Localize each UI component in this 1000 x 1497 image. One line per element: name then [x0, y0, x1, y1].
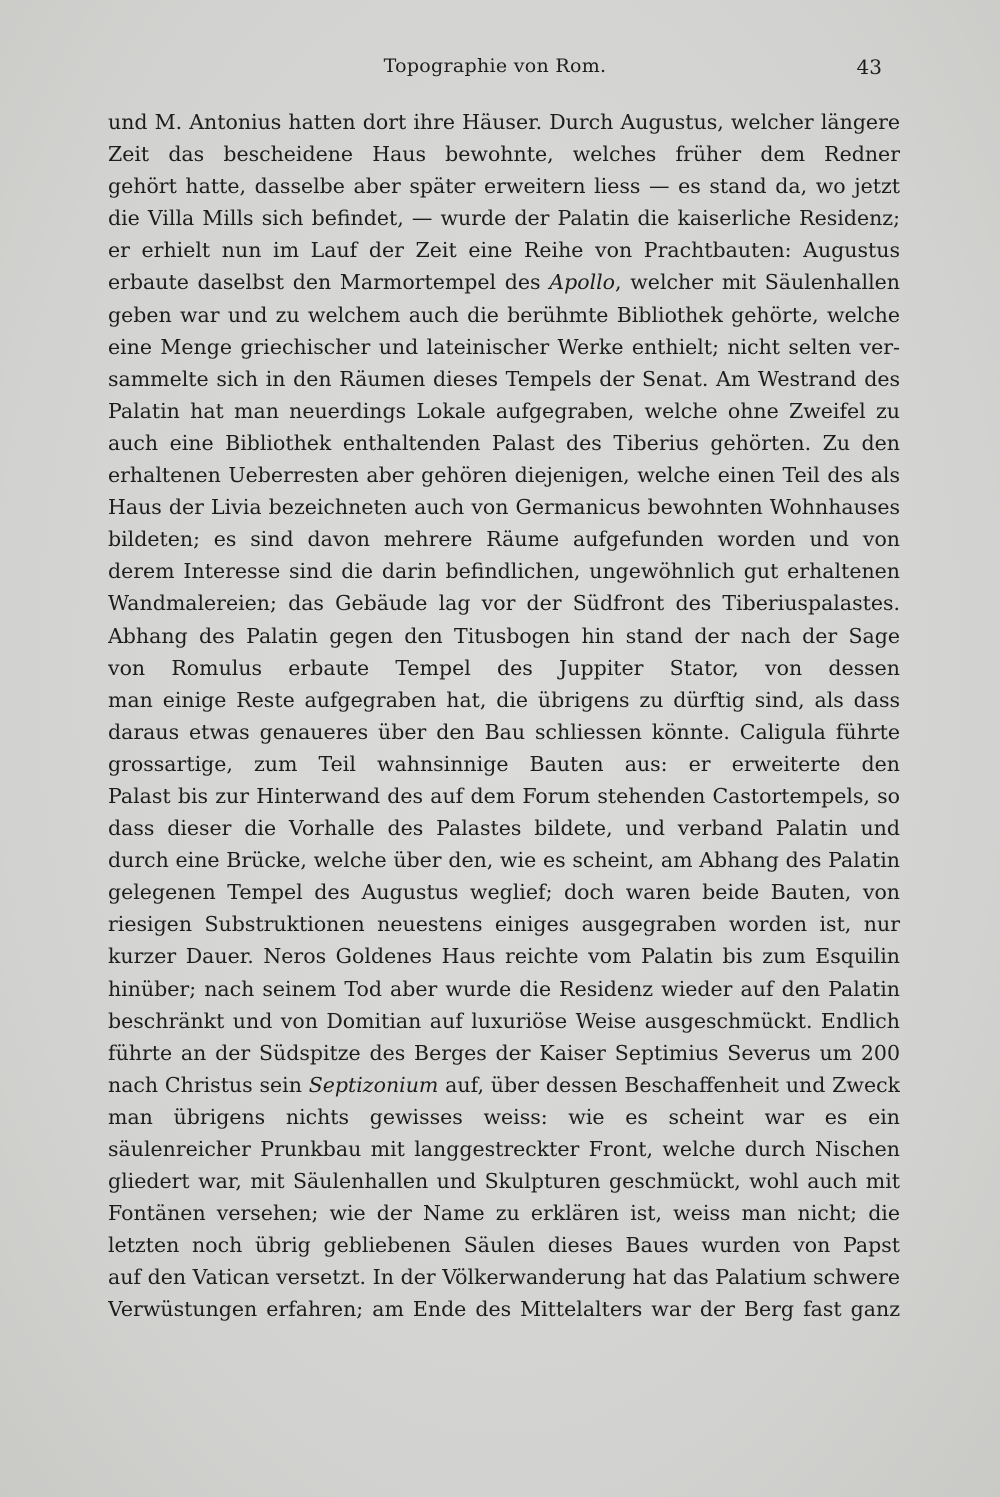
text-line: Wandmalereien; das Gebäude lag vor der Südfront des Tiberiuspalastes. — [108, 591, 900, 616]
text-line: man übrigens nichts gewisses weiss: wie es scheint war es ein — [108, 1104, 900, 1129]
text-line: von Romulus erbaute Tempel des Juppiter Stator, von dessen — [108, 655, 900, 680]
text-line: riesigen Substruktionen neuestens einiges ausgegraben worden ist, nur — [108, 912, 900, 937]
running-title: Topographie von Rom. — [383, 55, 607, 77]
text-line: gliedert war, mit Säulenhallen und Skulpturen geschmückt, wohl auch mit — [108, 1169, 900, 1194]
text-line: er erhielt nun im Lauf der Zeit eine Reihe von Prachtbauten: Augustus — [108, 238, 900, 263]
text-line: erbaute daselbst den Marmortempel des Apollo, welcher mit Säulenhallen — [108, 270, 900, 295]
text-line: grossartige, zum Teil wahnsinnige Bauten aus: er erweiterte den — [108, 751, 900, 776]
text-line: gelegenen Tempel des Augustus weglief; doch waren beide Bauten, von — [108, 880, 900, 905]
text-line: die Villa Mills sich befindet, — wurde der Palatin die kaiserliche Residenz; — [108, 206, 900, 231]
text-line: Palatin hat man neuerdings Lokale aufgegraben, welche ohne Zweifel zu — [108, 398, 900, 423]
text-line: durch eine Brücke, welche über den, wie es scheint, am Abhang des Palatin — [108, 848, 900, 873]
text-line: dass dieser die Vorhalle des Palastes bildete, und verband Palatin und — [108, 816, 900, 841]
text-line: hinüber; nach seinem Tod aber wurde die Residenz wieder auf den Palatin — [108, 976, 900, 1001]
text-line: Abhang des Palatin gegen den Titusbogen hin stand der nach der Sage — [108, 623, 900, 648]
text-line: auf den Vatican versetzt. In der Völkerwanderung hat das Palatium schwere — [108, 1265, 900, 1290]
text-line: eine Menge griechischer und lateinischer Werke enthielt; nicht selten ver- — [108, 334, 900, 359]
text-line: derem Interesse sind die darin befindlichen, ungewöhnlich gut erhaltenen — [108, 559, 900, 584]
text-line: nach Christus sein Septizonium auf, über dessen Beschaffenheit und Zweck — [108, 1072, 900, 1097]
text-line: gehört hatte, dasselbe aber später erweitern liess — es stand da, wo jetzt — [108, 174, 900, 199]
text-line: geben war und zu welchem auch die berühmte Bibliothek gehörte, welche — [108, 302, 900, 327]
page-number: 43 — [856, 55, 882, 79]
text-line: man einige Reste aufgegraben hat, die übrigens zu dürftig sind, als dass — [108, 687, 900, 712]
text-line: Haus der Livia bezeichneten auch von Germanicus bewohnten Wohnhauses — [108, 495, 900, 520]
text-line: auch eine Bibliothek enthaltenden Palast des Tiberius gehörten. Zu den — [108, 430, 900, 455]
text-line: beschränkt und von Domitian auf luxuriöse Weise ausgeschmückt. Endlich — [108, 1008, 900, 1033]
body-text — [108, 106, 900, 1326]
text-line: Zeit das bescheidene Haus bewohnte, welches früher dem Redner — [108, 142, 900, 167]
text-line: daraus etwas genaueres über den Bau schliessen könnte. Caligula führte — [108, 719, 900, 744]
text-line: bildeten; es sind davon mehrere Räume aufgefunden worden und von — [108, 527, 900, 552]
text-line: Fontänen versehen; wie der Name zu erklären ist, weiss man nicht; die — [108, 1201, 900, 1226]
text-line: letzten noch übrig gebliebenen Säulen dieses Baues wurden von Papst — [108, 1233, 900, 1258]
text-line: sammelte sich in den Räumen dieses Tempels der Senat. Am Westrand des — [108, 366, 900, 391]
text-line: führte an der Südspitze des Berges der Kaiser Septimius Severus um 200 — [108, 1040, 900, 1065]
text-line: Verwüstungen erfahren; am Ende des Mittelalters war der Berg fast ganz — [108, 1297, 900, 1322]
text-line: säulenreicher Prunkbau mit langgestreckter Front, welche durch Nischen — [108, 1137, 900, 1161]
text-line: Palast bis zur Hinterwand des auf dem Forum stehenden Castortempels, so — [108, 783, 900, 808]
text-line: erhaltenen Ueberresten aber gehören diejenigen, welche einen Teil des als — [108, 463, 900, 488]
running-head — [108, 55, 882, 85]
text-line: und M. Antonius hatten dort ihre Häuser. Durch Augustus, welcher längere — [108, 110, 900, 134]
text-line: kurzer Dauer. Neros Goldenes Haus reichte vom Palatin bis zum Esquilin — [108, 944, 900, 969]
